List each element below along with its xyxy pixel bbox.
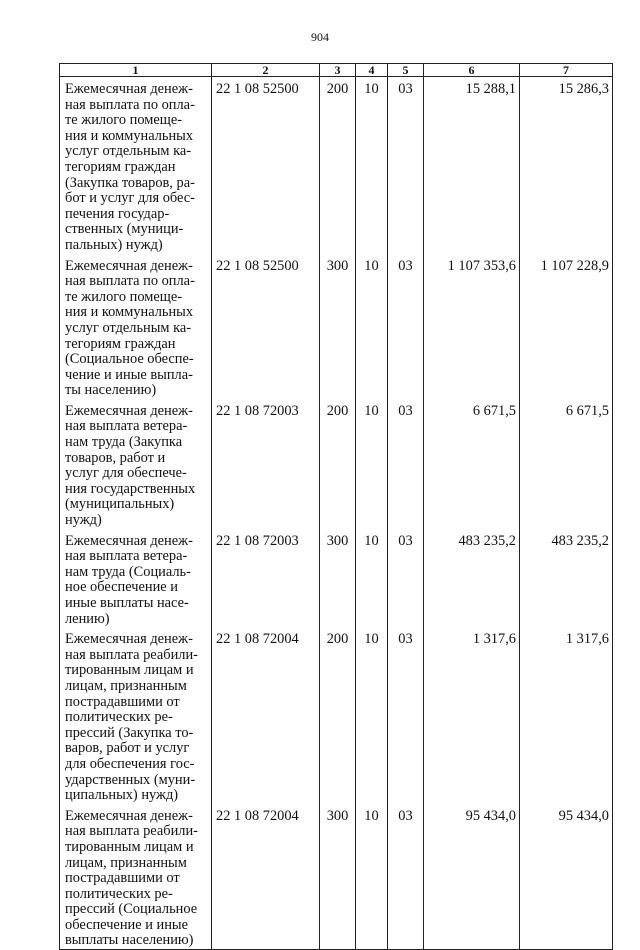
row-amount-7: 6 671,5 xyxy=(520,399,613,529)
row-code: 22 1 08 52500 xyxy=(212,254,320,399)
row-col-3: 300 xyxy=(320,254,356,399)
row-col-4: 10 xyxy=(356,77,388,254)
table-row xyxy=(60,804,613,950)
row-code: 22 1 08 72003 xyxy=(212,529,320,628)
row-description: Ежемесячная денеж- ная выплата по опла- те жилого помеще- ния и коммунальных услуг отдельным ка- тегориям граждан (Закупка товаров, ра- бот и услуг для обес- печения государ- ственных (муници- пальных) нужд) xyxy=(60,77,212,254)
row-amount-7: 95 434,0 xyxy=(520,804,613,950)
row-col-5: 03 xyxy=(388,529,424,628)
header-col-1: 1 xyxy=(60,64,212,77)
row-col-4: 10 xyxy=(356,529,388,628)
row-amount-6: 1 107 353,6 xyxy=(424,254,520,399)
table-row xyxy=(60,627,613,804)
row-amount-7: 1 107 228,9 xyxy=(520,254,613,399)
row-description: Ежемесячная денеж- ная выплата ветера- нам труда (Закупка товаров, работ и услуг для обеспече- ния государственных (муниципальных) нужд) xyxy=(60,399,212,529)
header-col-3: 3 xyxy=(320,64,356,77)
row-amount-6: 95 434,0 xyxy=(424,804,520,950)
row-col-4: 10 xyxy=(356,627,388,804)
row-col-4: 10 xyxy=(356,804,388,950)
header-row xyxy=(60,64,613,77)
row-col-3: 200 xyxy=(320,627,356,804)
row-amount-6: 1 317,6 xyxy=(424,627,520,804)
table-row xyxy=(60,529,613,628)
row-col-3: 200 xyxy=(320,77,356,254)
row-code: 22 1 08 72004 xyxy=(212,627,320,804)
row-col-3: 200 xyxy=(320,399,356,529)
header-col-5: 5 xyxy=(388,64,424,77)
row-description: Ежемесячная денеж- ная выплата реабили- тированным лицам и лицам, признанным пострадавшими от политических ре- прессий (Социальное обеспечение и иные выплаты населению) xyxy=(60,804,212,950)
row-col-5: 03 xyxy=(388,399,424,529)
row-col-5: 03 xyxy=(388,804,424,950)
header-col-2: 2 xyxy=(212,64,320,77)
row-description: Ежемесячная денеж- ная выплата по опла- те жилого помеще- ния и коммунальных услуг отдельным ка- тегориям граждан (Социальное обеспе- чение и иные выпла- ты населению) xyxy=(60,254,212,399)
row-amount-7: 15 286,3 xyxy=(520,77,613,254)
row-description: Ежемесячная денеж- ная выплата реабили- тированным лицам и лицам, признанным пострадавшими от политических ре- прессий (Закупка то- варов, работ и услуг для обеспечения гос- ударственных (муни- ципальных) нужд) xyxy=(60,627,212,804)
row-col-3: 300 xyxy=(320,804,356,950)
header-col-7: 7 xyxy=(520,64,613,77)
row-col-5: 03 xyxy=(388,627,424,804)
row-code: 22 1 08 72003 xyxy=(212,399,320,529)
table-row xyxy=(60,77,613,254)
header-col-6: 6 xyxy=(424,64,520,77)
row-col-5: 03 xyxy=(388,254,424,399)
row-code: 22 1 08 52500 xyxy=(212,77,320,254)
row-amount-6: 15 288,1 xyxy=(424,77,520,254)
row-col-4: 10 xyxy=(356,254,388,399)
table-row xyxy=(60,254,613,399)
row-col-5: 03 xyxy=(388,77,424,254)
row-amount-7: 483 235,2 xyxy=(520,529,613,628)
row-amount-6: 483 235,2 xyxy=(424,529,520,628)
table-row xyxy=(60,399,613,529)
row-code: 22 1 08 72004 xyxy=(212,804,320,950)
page-number: 904 xyxy=(311,30,329,44)
row-description: Ежемесячная денеж- ная выплата ветера- нам труда (Социаль- ное обеспечение и иные выплаты насе- лению) xyxy=(60,529,212,628)
row-col-3: 300 xyxy=(320,529,356,628)
row-col-4: 10 xyxy=(356,399,388,529)
header-col-4: 4 xyxy=(356,64,388,77)
budget-table xyxy=(59,63,613,950)
row-amount-6: 6 671,5 xyxy=(424,399,520,529)
row-amount-7: 1 317,6 xyxy=(520,627,613,804)
